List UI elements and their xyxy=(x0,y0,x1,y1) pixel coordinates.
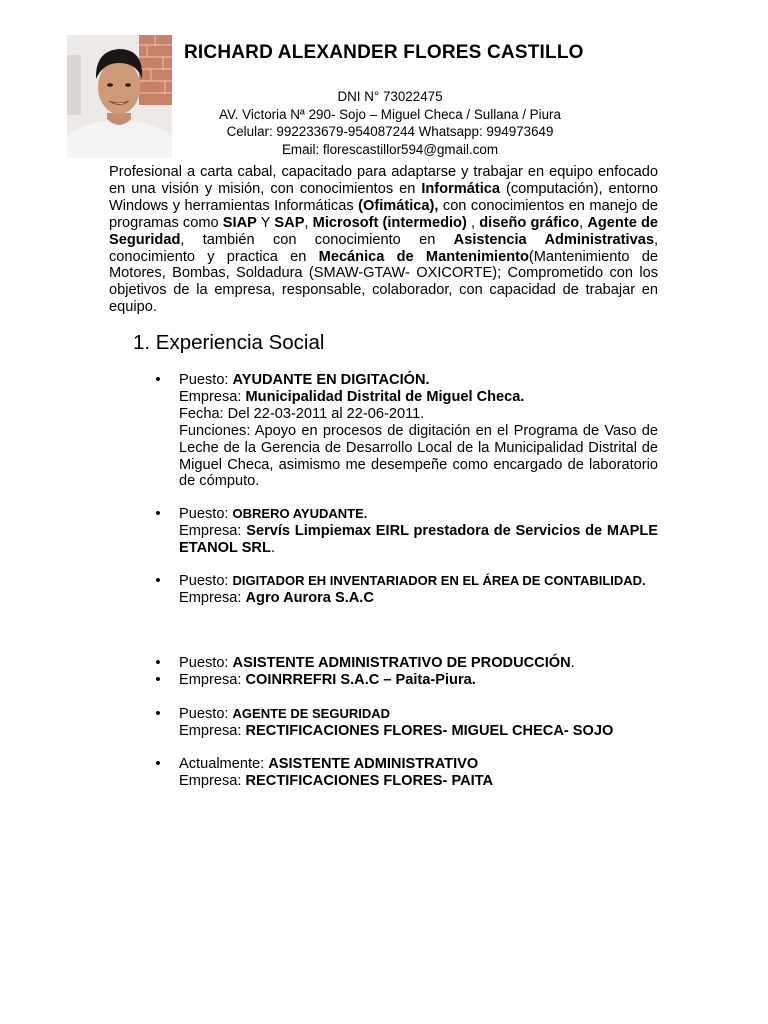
contact-block xyxy=(190,88,590,158)
company-line: Empresa: COINRREFRI S.A.C – Paita-Piura. xyxy=(179,671,476,688)
experience-item xyxy=(155,705,658,740)
dni-number: DNI N° 73022475 xyxy=(337,89,443,104)
address: AV. Victoria Nª 290- Sojo – Miguel Checa / Sullana / Piura xyxy=(219,106,561,122)
experience-item xyxy=(155,505,658,557)
company-line: Empresa: Agro Aurora S.A.C xyxy=(179,589,374,606)
profile-photo xyxy=(67,35,172,158)
job-title-line: Actualmente: ASISTENTE ADMINISTRATIVO xyxy=(179,756,479,772)
bullet-icon: • xyxy=(155,654,161,671)
job-title-line: Puesto: AGENTE DE SEGURIDAD xyxy=(179,706,391,722)
bullet-icon: • xyxy=(155,572,161,589)
company-line: Empresa: Municipalidad Distrital de Miguel Checa. xyxy=(179,388,525,405)
job-title-line: Puesto: AYUDANTE EN DIGITACIÓN. xyxy=(179,372,430,388)
bullet-icon: • xyxy=(155,505,161,522)
experience-item xyxy=(155,371,658,490)
job-title-line: Puesto: OBRERO AYUDANTE. xyxy=(179,506,368,522)
bullet-icon: • xyxy=(155,705,161,722)
experience-item xyxy=(155,654,658,689)
bullet-icon: • xyxy=(155,755,161,772)
company-line: Empresa: Servís Limpiemax EIRL prestadora de Servicios de MAPLE ETANOL SRL. xyxy=(179,522,658,556)
email-address: Email: florescastillor594@gmail.com xyxy=(281,141,498,157)
job-title-line: Puesto: ASISTENTE ADMINISTRATIVO DE PRODUCCIÓN. xyxy=(179,655,575,671)
professional-summary: Profesional a carta cabal, capacitado para adaptarse y trabajar en equipo enfocado en una visión y misión, con conocimientos en Informática (computación), entorno Windows y herramientas Informáticas (Ofimática), con conocimientos en manejo de programas como SIAP Y SAP, Microsoft (intermedio) , diseño gráfico, Agente de Seguridad, también con conocimiento en Asistencia Administrativas, conocimiento y practica en Mecánica de Mantenimiento(Mantenimiento de Motores, Bombas, Soldadura (SMAW-GTAW- OXICORTE); Comprometido con los objetivos de la empresa, responsable, colaborador, con capacidad de trabajar en equipo. xyxy=(109,164,659,316)
date-line: Fecha: Del 22-03-2011 al 22-06-2011. xyxy=(179,405,425,422)
company-line: Empresa: RECTIFICACIONES FLORES- MIGUEL CHECA- SOJO xyxy=(179,722,614,739)
job-title-line: Puesto: DIGITADOR EH INVENTARIADOR EN EL ÁREA DE CONTABILIDAD. xyxy=(179,573,646,589)
experience-item xyxy=(155,572,658,607)
phone-numbers: Celular: 992233679-954087244 Whatsapp: 994973649 xyxy=(226,124,554,139)
functions-text: Funciones: Apoyo en procesos de digitación en el Programa de Vaso de Leche de la Gerencia de Desarrollo Local de la Municipalidad Distrital de Miguel Checa, asimismo me desempeñe como encargado de laboratorio de cómputo. xyxy=(179,422,658,490)
section-title-experience: 1. Experiencia Social xyxy=(133,331,325,354)
candidate-name: RICHARD ALEXANDER FLORES CASTILLO xyxy=(184,42,584,63)
bullet-icon: • xyxy=(155,371,161,388)
experience-item xyxy=(155,755,658,790)
bullet-icon: • xyxy=(155,671,161,688)
company-line: Empresa: RECTIFICACIONES FLORES- PAITA xyxy=(179,772,494,789)
